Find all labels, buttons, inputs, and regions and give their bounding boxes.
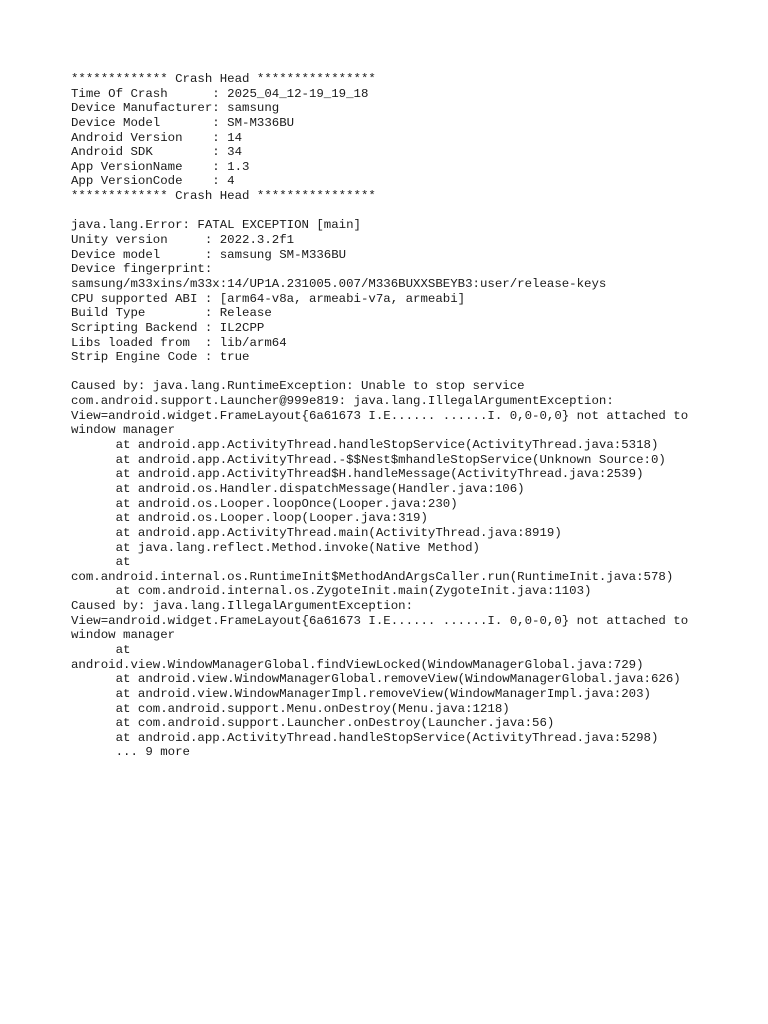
build-type-line: Build Type : Release	[71, 306, 272, 321]
stack-frame-line: at	[71, 642, 131, 657]
blank-line	[71, 365, 751, 380]
stack-frame-line: at java.lang.reflect.Method.invoke(Native Method)	[71, 540, 480, 555]
exception-message-line: window manager	[71, 628, 176, 643]
stack-frame-line: at android.app.ActivityThread$H.handleMessage(ActivityThread.java:2539)	[71, 467, 644, 482]
stack-frame-line: at android.os.Looper.loopOnce(Looper.java:230)	[71, 496, 458, 511]
stack-frame-line: at android.view.WindowManagerImpl.removeView(WindowManagerImpl.java:203)	[71, 686, 651, 701]
stack-frame-line: at android.view.WindowManagerGlobal.removeView(WindowManagerGlobal.java:626)	[71, 672, 681, 687]
scripting-backend-line: Scripting Backend : IL2CPP	[71, 320, 265, 335]
caused-by-line: Caused by: java.lang.IllegalArgumentException:	[71, 599, 414, 614]
stack-frame-line: at android.app.ActivityThread.handleStopService(ActivityThread.java:5298)	[71, 730, 659, 745]
stack-frame-line: android.view.WindowManagerGlobal.findViewLocked(WindowManagerGlobal.java:729)	[71, 657, 644, 672]
exception-message-line: com.android.support.Launcher@999e819: java.lang.IllegalArgumentException:	[71, 394, 614, 409]
crash-head-banner: ************* Crash Head ****************	[71, 72, 376, 86]
device-fingerprint-value: samsung/m33xins/m33x:14/UP1A.231005.007/M336BUXXSBEYB3:user/release-keys	[71, 276, 607, 291]
fatal-exception-line: java.lang.Error: FATAL EXCEPTION [main]	[71, 218, 361, 233]
exception-message-line: View=android.widget.FrameLayout{6a61673 I.E...... ......I. 0,0-0,0} not attached to	[71, 613, 689, 628]
exception-message-line: View=android.widget.FrameLayout{6a61673 I.E...... ......I. 0,0-0,0} not attached to	[71, 408, 689, 423]
stack-frame-line: at android.app.ActivityThread.-$$Nest$mhandleStopService(Unknown Source:0)	[71, 452, 666, 467]
stack-frame-line: at android.app.ActivityThread.handleStopService(ActivityThread.java:5318)	[71, 438, 659, 453]
blank-line	[71, 204, 751, 219]
app-version-code-line: App VersionCode : 4	[71, 174, 235, 189]
android-version-line: Android Version : 14	[71, 130, 243, 145]
libs-loaded-line: Libs loaded from : lib/arm64	[71, 335, 287, 350]
device-manufacturer-line: Device Manufacturer: samsung	[71, 101, 280, 116]
time-of-crash-line: Time Of Crash : 2025_04_12-19_19_18	[71, 86, 369, 101]
android-sdk-line: Android SDK : 34	[71, 145, 243, 160]
crash-head-banner: ************* Crash Head ****************	[71, 189, 376, 204]
app-version-name-line: App VersionName : 1.3	[71, 159, 250, 174]
strip-engine-code-line: Strip Engine Code : true	[71, 350, 250, 365]
unity-version-line: Unity version : 2022.3.2f1	[71, 233, 295, 248]
stack-frame-line: at android.app.ActivityThread.main(ActivityThread.java:8919)	[71, 525, 562, 540]
more-frames-line: ... 9 more	[71, 745, 190, 760]
cpu-abi-line: CPU supported ABI : [arm64-v8a, armeabi-v7a, armeabi]	[71, 291, 466, 306]
stack-frame-line: com.android.internal.os.RuntimeInit$MethodAndArgsCaller.run(RuntimeInit.java:578)	[71, 569, 674, 584]
stack-frame-line: at android.os.Looper.loop(Looper.java:319)	[71, 511, 428, 526]
crash-log-document	[71, 72, 751, 760]
stack-frame-line: at com.android.support.Launcher.onDestroy(Launcher.java:56)	[71, 716, 555, 731]
device-model-line: Device Model : SM-M336BU	[71, 115, 295, 130]
device-model-detail-line: Device model : samsung SM-M336BU	[71, 247, 347, 262]
caused-by-line: Caused by: java.lang.RuntimeException: Unable to stop service	[71, 379, 525, 394]
stack-frame-line: at com.android.internal.os.ZygoteInit.main(ZygoteInit.java:1103)	[71, 584, 592, 599]
exception-message-line: window manager	[71, 423, 176, 438]
stack-frame-line: at android.os.Handler.dispatchMessage(Handler.java:106)	[71, 481, 525, 496]
device-fingerprint-label: Device fingerprint:	[71, 262, 213, 277]
stack-frame-line: at	[71, 555, 131, 570]
stack-frame-line: at com.android.support.Menu.onDestroy(Menu.java:1218)	[71, 701, 510, 716]
